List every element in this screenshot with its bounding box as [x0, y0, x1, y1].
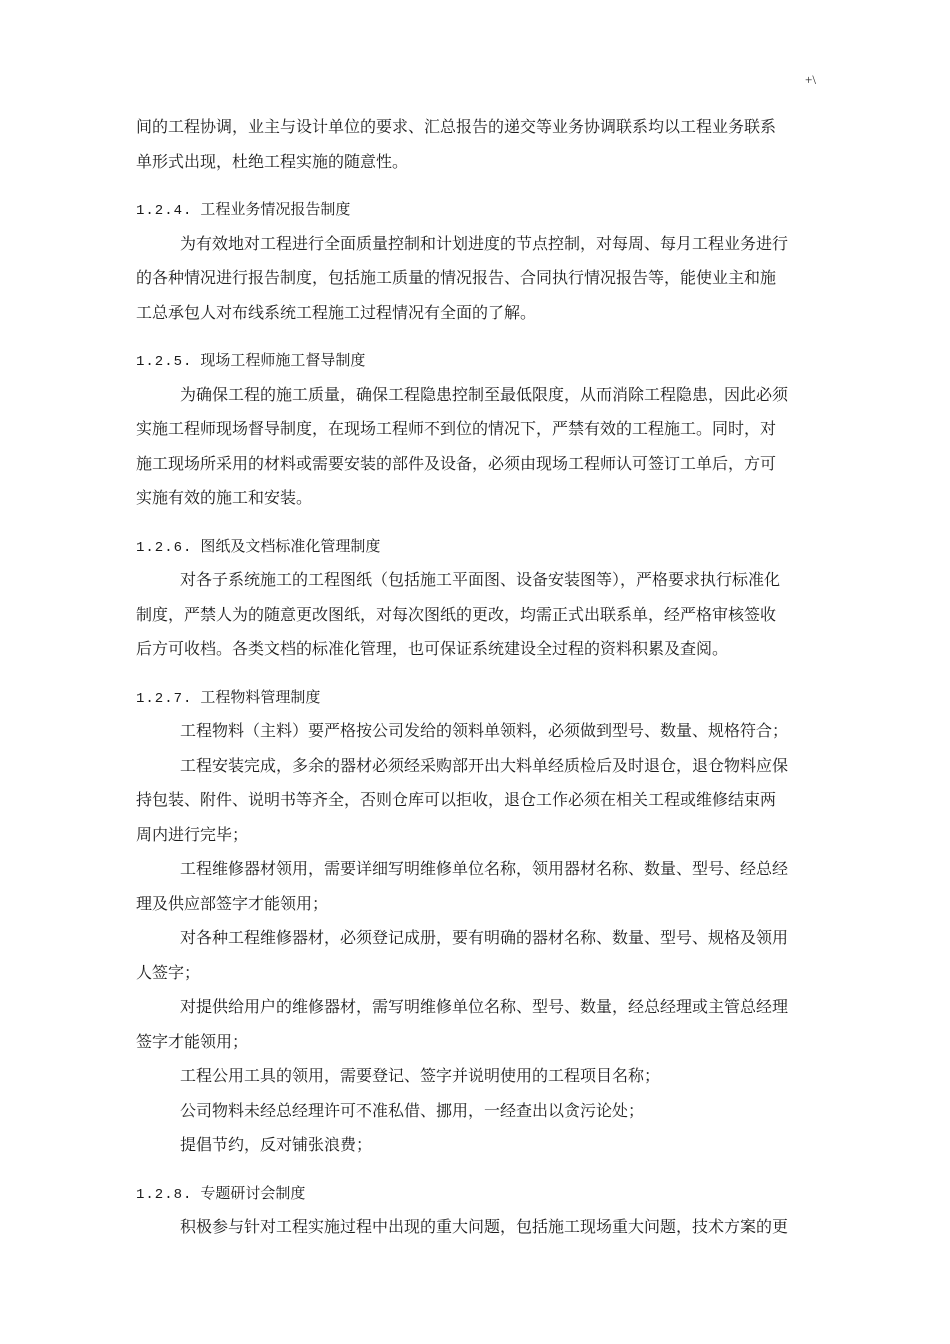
- text-line: 公司物料未经总经理许可不准私借、挪用，一经查出以贪污论处；: [180, 1100, 645, 1120]
- text-line: 人签字；: [136, 962, 201, 982]
- text-line: 为确保工程的施工质量，确保工程隐患控制至最低限度，从而消除工程隐患，因此必须: [180, 384, 789, 404]
- text-line: 周内进行完毕；: [136, 824, 249, 844]
- page-mark: +\: [805, 72, 816, 87]
- section-heading: [136, 192, 816, 227]
- paragraph: [136, 1210, 816, 1245]
- text-line: 对提供给用户的维修器材，需写明维修单位名称、型号、数量，经总经理或主管总经理: [180, 997, 789, 1016]
- section-number: 1.2.4.: [136, 203, 193, 219]
- text-line: 积极参与针对工程实施过程中出现的重大问题，包括施工现场重大问题，技术方案的更: [180, 1217, 789, 1236]
- text-line: 工总承包人对布线系统工程施工过程情况有全面的了解。: [136, 302, 537, 322]
- section-heading: [136, 1176, 816, 1211]
- section-title: 工程物料管理制度: [200, 687, 321, 706]
- section-number: 1.2.6.: [136, 539, 193, 556]
- paragraph: [136, 714, 816, 1163]
- section-heading: [136, 680, 816, 715]
- section-number: 1.2.8.: [136, 1186, 193, 1203]
- text-line: 持包装、附件、说明书等齐全，否则仓库可以拒收，退仓工作必须在相关工程或维修结束两: [136, 790, 777, 809]
- section-title: 工程业务情况报告制度: [200, 200, 351, 218]
- section-heading: [136, 529, 816, 564]
- text-line: 签字才能领用；: [136, 1031, 249, 1051]
- section-title: 现场工程师施工督导制度: [200, 351, 366, 369]
- text-line: 工程公用工具的领用，需要登记、签字并说明使用的工程项目名称；: [180, 1066, 661, 1085]
- text-line: 提倡节约，反对铺张浪费；: [180, 1135, 373, 1154]
- text-line: 间的工程协调，业主与设计单位的要求、汇总报告的递交等业务协调联系均以工程业务联系: [136, 117, 777, 136]
- text-line: 对各子系统施工的工程图纸（包括施工平面图、设备安装图等），严格要求执行标准化: [180, 570, 781, 589]
- paragraph: [136, 563, 816, 667]
- section-number: 1.2.7.: [136, 690, 193, 707]
- text-line: 单形式出现，杜绝工程实施的随意性。: [136, 151, 409, 171]
- text-line: 施工现场所采用的材料或需要安装的部件及设备，必须由现场工程师认可签订工单后，方可: [136, 453, 777, 473]
- text-line: 实施工程师现场督导制度，在现场工程师不到位的情况下，严禁有效的工程施工。同时，对: [136, 419, 777, 438]
- text-line: 制度，严禁人为的随意更改图纸，对每次图纸的更改，均需正式出联系单，经严格审核签收: [136, 604, 777, 624]
- section-title: 图纸及文档标准化管理制度: [200, 536, 381, 555]
- text-line: 后方可收档。各类文档的标准化管理，也可保证系统建设全过程的资料积累及查阅。: [136, 639, 729, 658]
- text-line: 对各种工程维修器材，必须登记成册，要有明确的器材名称、数量、型号、规格及领用: [180, 928, 789, 947]
- text-line: 工程物料（主料）要严格按公司发给的领料单领料，必须做到型号、数量、规格符合；: [180, 721, 789, 740]
- text-line: 的各种情况进行报告制度，包括施工质量的情况报告、合同执行情况报告等，能使业主和施: [136, 268, 777, 287]
- section-title: 专题研讨会制度: [200, 1183, 306, 1202]
- section-number: 1.2.5.: [136, 354, 193, 370]
- text-line: 工程维修器材领用，需要详细写明维修单位名称，领用器材名称、数量、型号、经总经: [180, 859, 789, 878]
- document-body: [136, 110, 816, 1245]
- text-line: 理及供应部签字才能领用；: [136, 893, 329, 913]
- paragraph: [136, 110, 816, 179]
- section-heading: [136, 343, 816, 378]
- text-line: 工程安装完成，多余的器材必须经采购部开出大料单经质检后及时退仓，退仓物料应保: [180, 755, 789, 775]
- text-line: 为有效地对工程进行全面质量控制和计划进度的节点控制，对每周、每月工程业务进行: [180, 233, 789, 253]
- text-line: 实施有效的施工和安装。: [136, 488, 313, 507]
- paragraph: [136, 227, 816, 331]
- paragraph: [136, 378, 816, 516]
